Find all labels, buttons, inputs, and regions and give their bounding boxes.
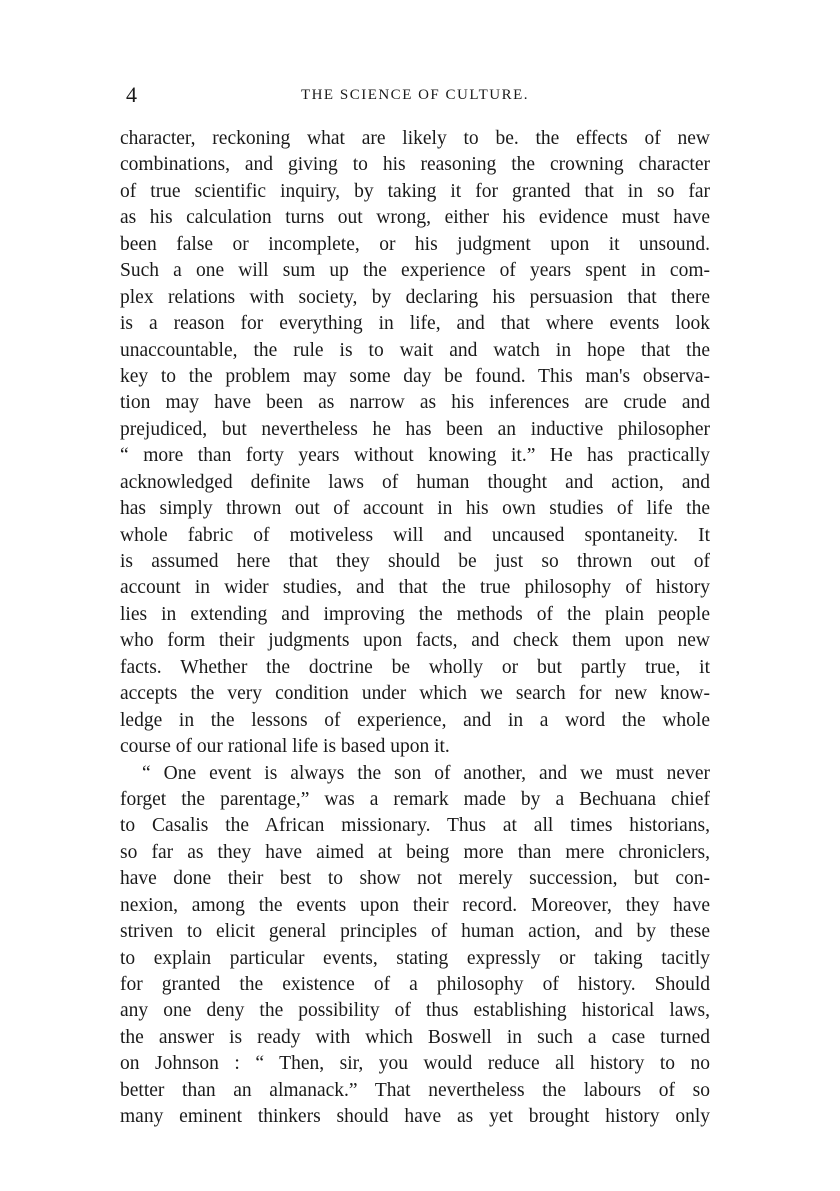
text-line: key to the problem may some day be found. This man's observa-	[120, 365, 710, 387]
text-line: Such a one will sum up the experience of years spent in com-	[120, 260, 710, 282]
text-line: many eminent thinkers should have as yet brought history only	[120, 1106, 710, 1128]
text-line: to Casalis the African missionary. Thus at all times historians,	[120, 815, 710, 837]
text-line: have done their best to show not merely succession, but con-	[120, 868, 710, 890]
text-line: is assumed here that they should be just so thrown out of	[120, 551, 710, 572]
paragraph-1	[120, 126, 710, 761]
text-line: for granted the existence of a philosophy of history. Should	[120, 974, 710, 995]
text-line: combinations, and giving to his reasoning the crowning character	[120, 154, 710, 176]
text-line: tion may have been as narrow as his inferences are crude and	[120, 392, 710, 414]
text-line: to explain particular events, stating expressly or taking tacitly	[120, 947, 710, 969]
page-number: 4	[126, 82, 137, 107]
text-line: course of our rational life is based upon it.	[120, 736, 450, 758]
text-line: account in wider studies, and that the true philosophy of history	[120, 577, 710, 599]
page-header	[120, 80, 710, 110]
paragraph-2	[120, 761, 710, 1131]
text-line: any one deny the possibility of thus establishing historical laws,	[120, 1000, 710, 1022]
text-line: lies in extending and improving the methods of the plain people	[120, 603, 710, 625]
text-line: forget the parentage,” was a remark made by a Bechuana chief	[120, 788, 710, 810]
text-line: of true scientific inquiry, by taking it for granted that in so far	[120, 180, 710, 202]
text-line: prejudiced, but nevertheless he has been an inductive philosopher	[120, 418, 710, 440]
text-line: whole fabric of motiveless will and uncaused spontaneity. It	[120, 524, 710, 546]
text-line: nexion, among the events upon their record. Moreover, they have	[120, 894, 710, 916]
body-text	[120, 126, 710, 1131]
text-line: ledge in the lessons of experience, and in a word the whole	[120, 709, 710, 731]
text-line: plex relations with society, by declaring his persuasion that there	[120, 286, 710, 308]
text-line: striven to elicit general principles of human action, and by these	[120, 921, 710, 943]
text-line: facts. Whether the doctrine be wholly or but partly true, it	[120, 656, 710, 678]
text-line: “ One event is always the son of another, and we must never	[142, 762, 710, 784]
text-line: has simply thrown out of account in his own studies of life the	[120, 498, 710, 520]
text-line: unaccountable, the rule is to wait and watch in hope that the	[120, 339, 710, 361]
text-line: character, reckoning what are likely to be. the effects of new	[120, 128, 710, 149]
text-line: who form their judgments upon facts, and check them upon new	[120, 630, 710, 652]
running-title: THE SCIENCE OF CULTURE.	[300, 87, 530, 103]
text-line: accepts the very condition under which we search for new know-	[120, 683, 710, 705]
text-line: been false or incomplete, or his judgment upon it unsound.	[120, 233, 710, 255]
text-line: so far as they have aimed at being more than mere chroniclers,	[120, 841, 710, 863]
text-line: “ more than forty years without knowing it.” He has practically	[120, 445, 710, 467]
text-line: the answer is ready with which Boswell in such a case turned	[120, 1026, 710, 1048]
text-line: acknowledged definite laws of human thought and action, and	[120, 471, 710, 493]
text-line: is a reason for everything in life, and that where events look	[120, 313, 710, 335]
text-line: better than an almanack.” That nevertheless the labours of so	[120, 1079, 710, 1101]
text-line: as his calculation turns out wrong, either his evidence must have	[120, 207, 710, 229]
text-line: on Johnson : “ Then, sir, you would reduce all history to no	[120, 1053, 710, 1075]
